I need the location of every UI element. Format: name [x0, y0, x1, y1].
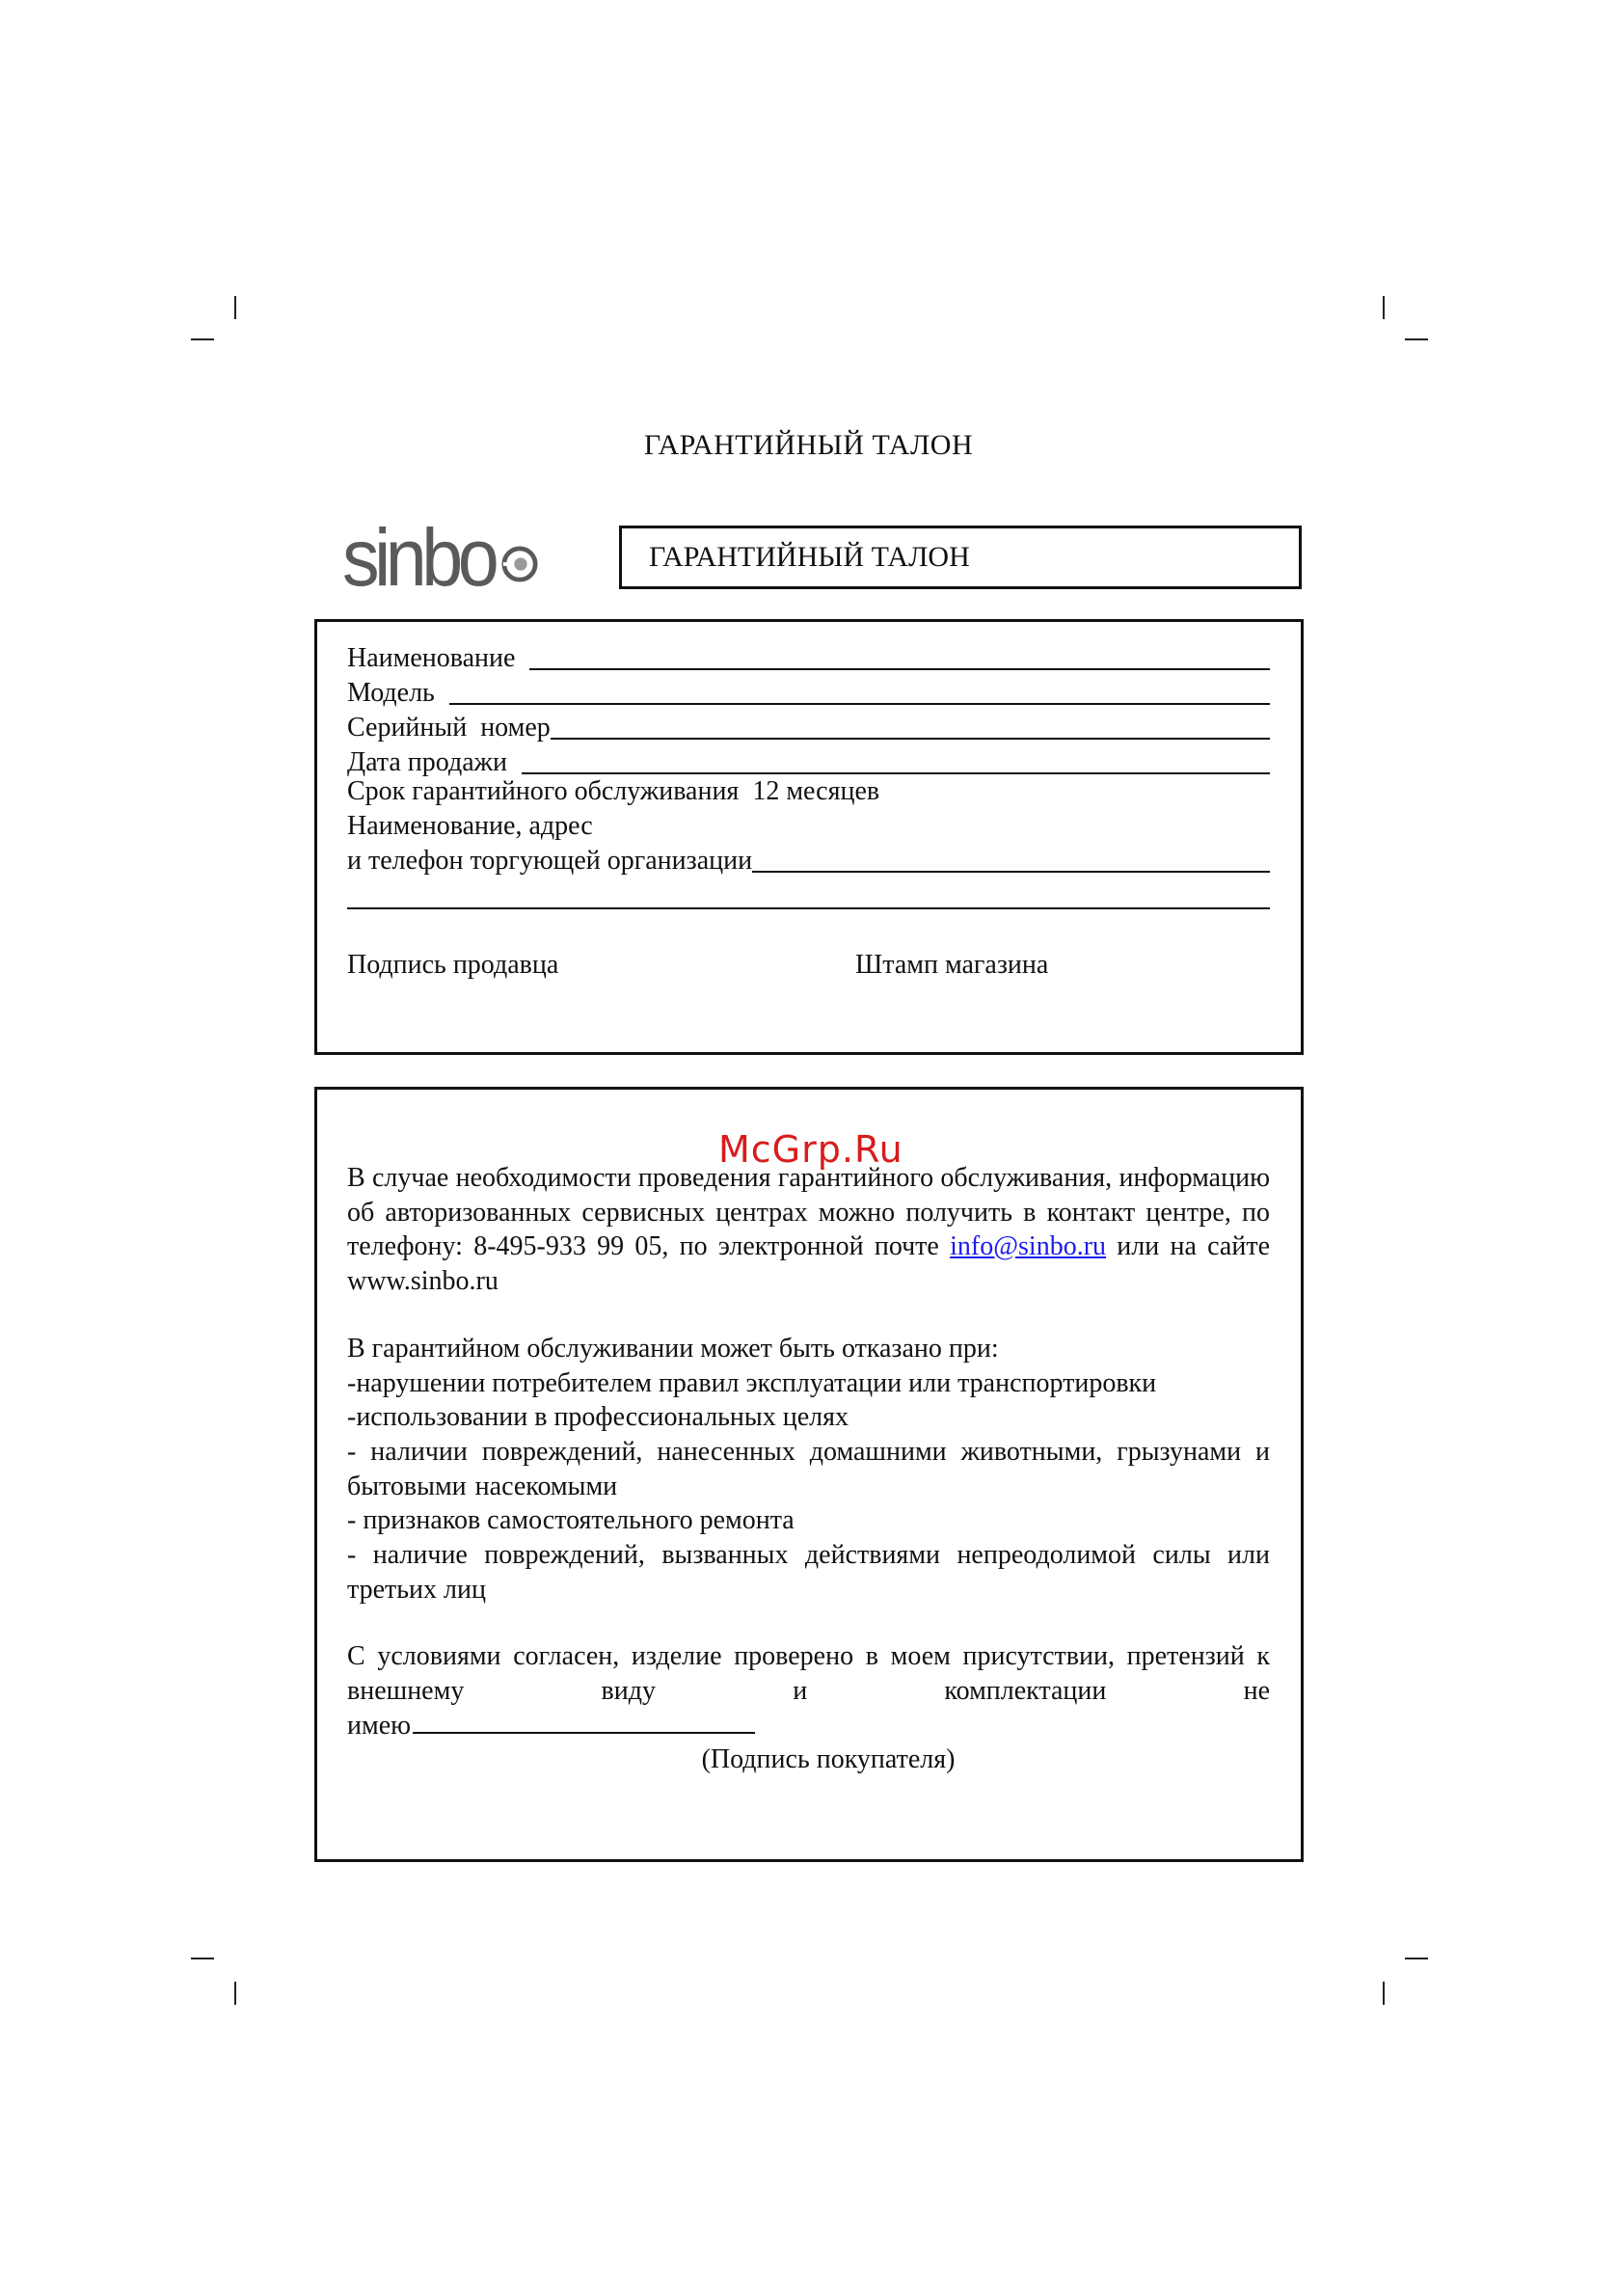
- buyer-sign-line[interactable]: [347, 1709, 1270, 1743]
- buyer-signature-label: (Подпись покупателя): [701, 1744, 956, 1774]
- crop-mark: [191, 338, 214, 340]
- warranty-title-box: [619, 526, 1302, 589]
- crop-mark: [1405, 1958, 1428, 1959]
- warranty-period: Срок гарантийного обслуживания 12 месяцев: [347, 776, 880, 806]
- site-text: или на сайте www.sinbo.ru: [347, 1231, 1271, 1296]
- service-info-paragraph: [347, 1161, 1270, 1298]
- org-label-line1: Наименование, адрес: [347, 811, 593, 841]
- field-name-label: Наименование: [347, 643, 523, 673]
- title-box-label: ГАРАНТИЙНЫЙ ТАЛОН: [649, 541, 970, 573]
- field-organization-label: и телефон торгующей организации: [347, 846, 753, 876]
- field-name[interactable]: [347, 639, 1270, 674]
- sinbo-logo: [342, 512, 545, 603]
- crop-mark: [191, 1958, 214, 1959]
- field-sale-date[interactable]: [347, 743, 1270, 778]
- seller-signature-label: Подпись продавца: [347, 950, 559, 980]
- field-model[interactable]: [347, 674, 1270, 709]
- agreement-text: С условиями согласен, изделие проверено в моем присутствии, претензий к внешнему виду и комплектации не: [347, 1641, 1270, 1706]
- refusal-item: -нарушении потребителем правил эксплуатации или транспортировки: [347, 1368, 1157, 1398]
- field-sale-date-line[interactable]: [522, 771, 1270, 774]
- field-name-line[interactable]: [529, 667, 1270, 670]
- crop-mark: [1383, 1982, 1385, 2005]
- warranty-fields-box: [314, 619, 1304, 1055]
- logo-text: sinbo: [342, 512, 495, 603]
- field-serial-line[interactable]: [551, 737, 1270, 740]
- page-title: ГАРАНТИЙНЫЙ ТАЛОН: [643, 429, 974, 461]
- field-serial-label: Серийный номер: [347, 713, 551, 743]
- field-organization-line2[interactable]: [347, 907, 1270, 909]
- store-stamp-label: Штамп магазина: [855, 950, 1049, 980]
- refusal-item: - наличии повреждений, нанесенных домашними животными, грызунами и бытовыми насекомыми: [347, 1437, 1270, 1501]
- buyer-signature-line[interactable]: [413, 1731, 755, 1734]
- field-sale-date-label: Дата продажи: [347, 747, 514, 777]
- field-organization-line[interactable]: [752, 870, 1270, 873]
- logo-swirl-icon: [501, 546, 538, 582]
- crop-mark: [1383, 296, 1385, 319]
- service-info-text: В случае необходимости проведения гарантийного обслуживания, информацию об авторизованных сервисных центрах можно получить в контакт центре, по телефону: 8-495-933 99 05, по электронной почте: [347, 1163, 1270, 1261]
- field-model-label: Модель: [347, 678, 442, 708]
- refusal-item: -использовании в профессиональных целях: [347, 1402, 849, 1432]
- crop-mark: [1405, 338, 1428, 340]
- agreement-end: имею: [347, 1711, 412, 1741]
- email-link[interactable]: info@sinbo.ru: [950, 1231, 1107, 1261]
- refusal-item: - признаков самостоятельного ремонта: [347, 1505, 795, 1535]
- crop-mark: [234, 1982, 236, 2005]
- field-serial[interactable]: [347, 709, 1270, 743]
- crop-mark: [234, 296, 236, 319]
- refusal-title: В гарантийном обслуживании может быть отказано при:: [347, 1334, 999, 1364]
- field-organization[interactable]: [347, 842, 1270, 877]
- warranty-terms-box: [314, 1087, 1304, 1862]
- field-model-line[interactable]: [449, 702, 1270, 705]
- refusal-item: - наличие повреждений, вызванных действиями непреодолимой силы или третьих лиц: [347, 1540, 1270, 1605]
- watermark: McGrp.Ru: [718, 1128, 903, 1171]
